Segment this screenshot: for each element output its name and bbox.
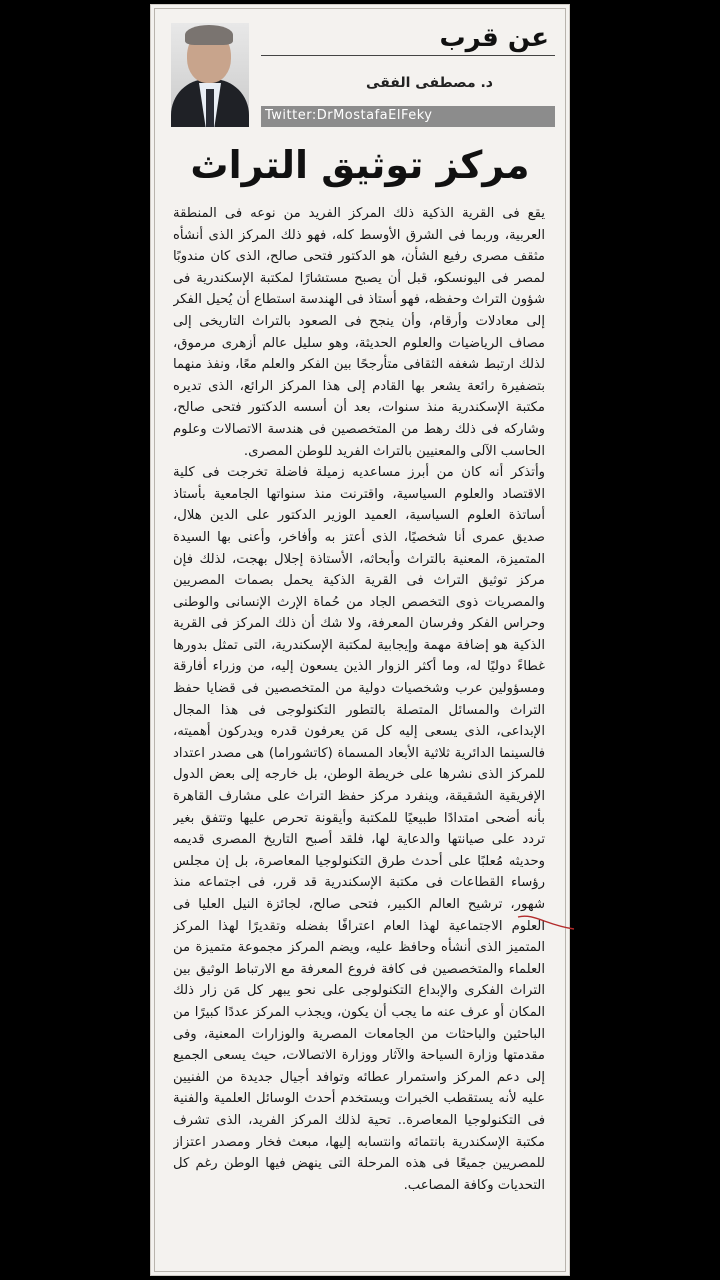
twitter-handle: Twitter:DrMostafaElFeky [265,108,433,123]
column-title: عن قرب [439,23,549,53]
author-name: د. مصطفى الفقى [366,75,493,91]
newspaper-clipping [150,4,570,1276]
article-headline: مركز توثيق التراث [190,143,530,187]
paragraph-1: يقع فى القرية الذكية ذلك المركز الفريد من نوعه فى المنطقة العربية، وربما فى الشرق الأوسط كله، فهو ذلك المركز الذى أنشأه مثقف مصرى رفيع الشأن، هو الدكتور فتحى صالح، الذى كان مندوبًا لمصر فى اليونسكو، قبل أن يصبح مستشارًا لمكتبة الإسكندرية فى شؤون التراث وحفظه، فهو أستاذ فى الهندسة استطاع أن يُحيل الفكر إلى معادلات وأرقام، وأن ينجح فى الصعود بالتراث التاريخى إلى مصاف الرياضيات والعلوم الحديثة، وهو سليل عالم أزهرى مرموق، لذلك ارتبط شغفه الثقافى متأرجحًا بين الفكر والعلم معًا، ونفذ منهما بتضفيرة رائعة يشعر بها القادم إلى هذا المركز الرائع، الذى تديره مكتبة الإسكندرية منذ سنوات، بعد أن أسسه الدكتور فتحى صالح، وشاركه فى ذلك رهط من المتخصصين فى هندسة الاتصالات وعلوم الحاسب الآلى والمعنيين بالتراث الفريد للوطن المصرى. [173,206,545,459]
twitter-bar [261,106,555,127]
author-photo [171,23,249,127]
paragraph-2: وأتذكر أنه كان من أبرز مساعديه زميلة فاضلة تخرجت فى كلية الاقتصاد والعلوم السياسية، واقترنت منذ سنواتها الجامعية بأستاذ أساتذة العلوم السياسية، العميد الوزير الدكتور على الدين هلال، صديق عمرى أنا شخصيًا، الذى أعتز به وأفاخر، وأعنى بها السيدة المتميزة، المعنية بالتراث وأبحاثه، الأستاذة إجلال بهجت، لذلك فإن مركز توثيق التراث فى القرية الذكية يحمل بصمات المصريين والمصريات ذوى التخصص الجاد من حُماة الإرث الإنسانى والوطنى وحراس الفكر وفرسان المعرفة، ولا شك أن ذلك المركز فى القرية الذكية هو إضافة مهمة وإيجابية لمكتبة الإسكندرية، التى تمثل بدورها غطاءً دوليًا له، وما أكثر الزوار الذين يسعون إليه، من وزراء أفارقة ومسؤولين عرب وشخصيات دولية من المتخصصين فى قضايا حفظ التراث والمسائل المتصلة بالتطور التكنولوجى فى هذا المجال الإبداعى، الذى يسعى إليه كل مَن يعرفون قدره ويدركون أهميته، فالسينما الدائرية ثلاثية الأبعاد المسماة (كاتشوراما) هى مصدر اعتداد للمركز الذى نشرها على خريطة الوطن، بل خارجه إلى بعض الدول الإفريقية الشقيقة، وينفرد مركز حفظ التراث على مشارف القاهرة بأنه أضحى امتدادًا طبيعيًا للمكتبة وأيقونة تحرص عليها وتتفق بغير تردد على صيانتها والدعاية لها، فلقد أصبح التاريخ المصرى قديمه وحديثه مُعلبًا على أحدث طرق التكنولوجيا المعاصرة، بل إن مجلس رؤساء القطاعات فى مكتبة الإسكندرية قد قرر، فى اجتماعه منذ شهور، ترشيح العالم الكبير، فتحى صالح، لجائزة النيل العليا فى العلوم الاجتماعية لهذا العام اعترافًا بفضله وتقديرًا لهذا المركز المتميز الذى أنشأه وحافظ عليه، ويضم المركز مجموعة متميزة من العلماء والمتخصصين فى كافة فروع المعرفة مع الارتباط الوثيق بين التراث الفكرى والإبداع التكنولوجى على نحو يبهر كل مَن زار ذلك المكان أو عرف عنه ما يجب أن يكون، ويجذب المركز عددًا كبيرًا من الباحثين والباحثات من الجامعات المصرية والوزارات المعنية، وفى مقدمتها وزارة السياحة والآثار ووزارة الاتصالات، حيث يسعى الجميع إلى دعم المركز واستمرار عطائه وتوافد أجيال جديدة من الفنيين عليه لأنه يستقطب الخبرات ويستخدم أحدث الوسائل العلمية والفنية فى التكنولوجيا المعاصرة.. تحية لذلك المركز الفريد، الذى تشرف مكتبة الإسكندرية بانتمائه وانتسابه إليها، مبعث فخار ومصدر اعتزاز للمصريين جميعًا فى هذه المرحلة التى ينهض فيها الوطن رغم كل التحديات وكافة المصاعب. [173,465,545,1193]
header-rule [261,55,555,56]
pen-mark [516,911,576,933]
article-body [173,203,545,1269]
